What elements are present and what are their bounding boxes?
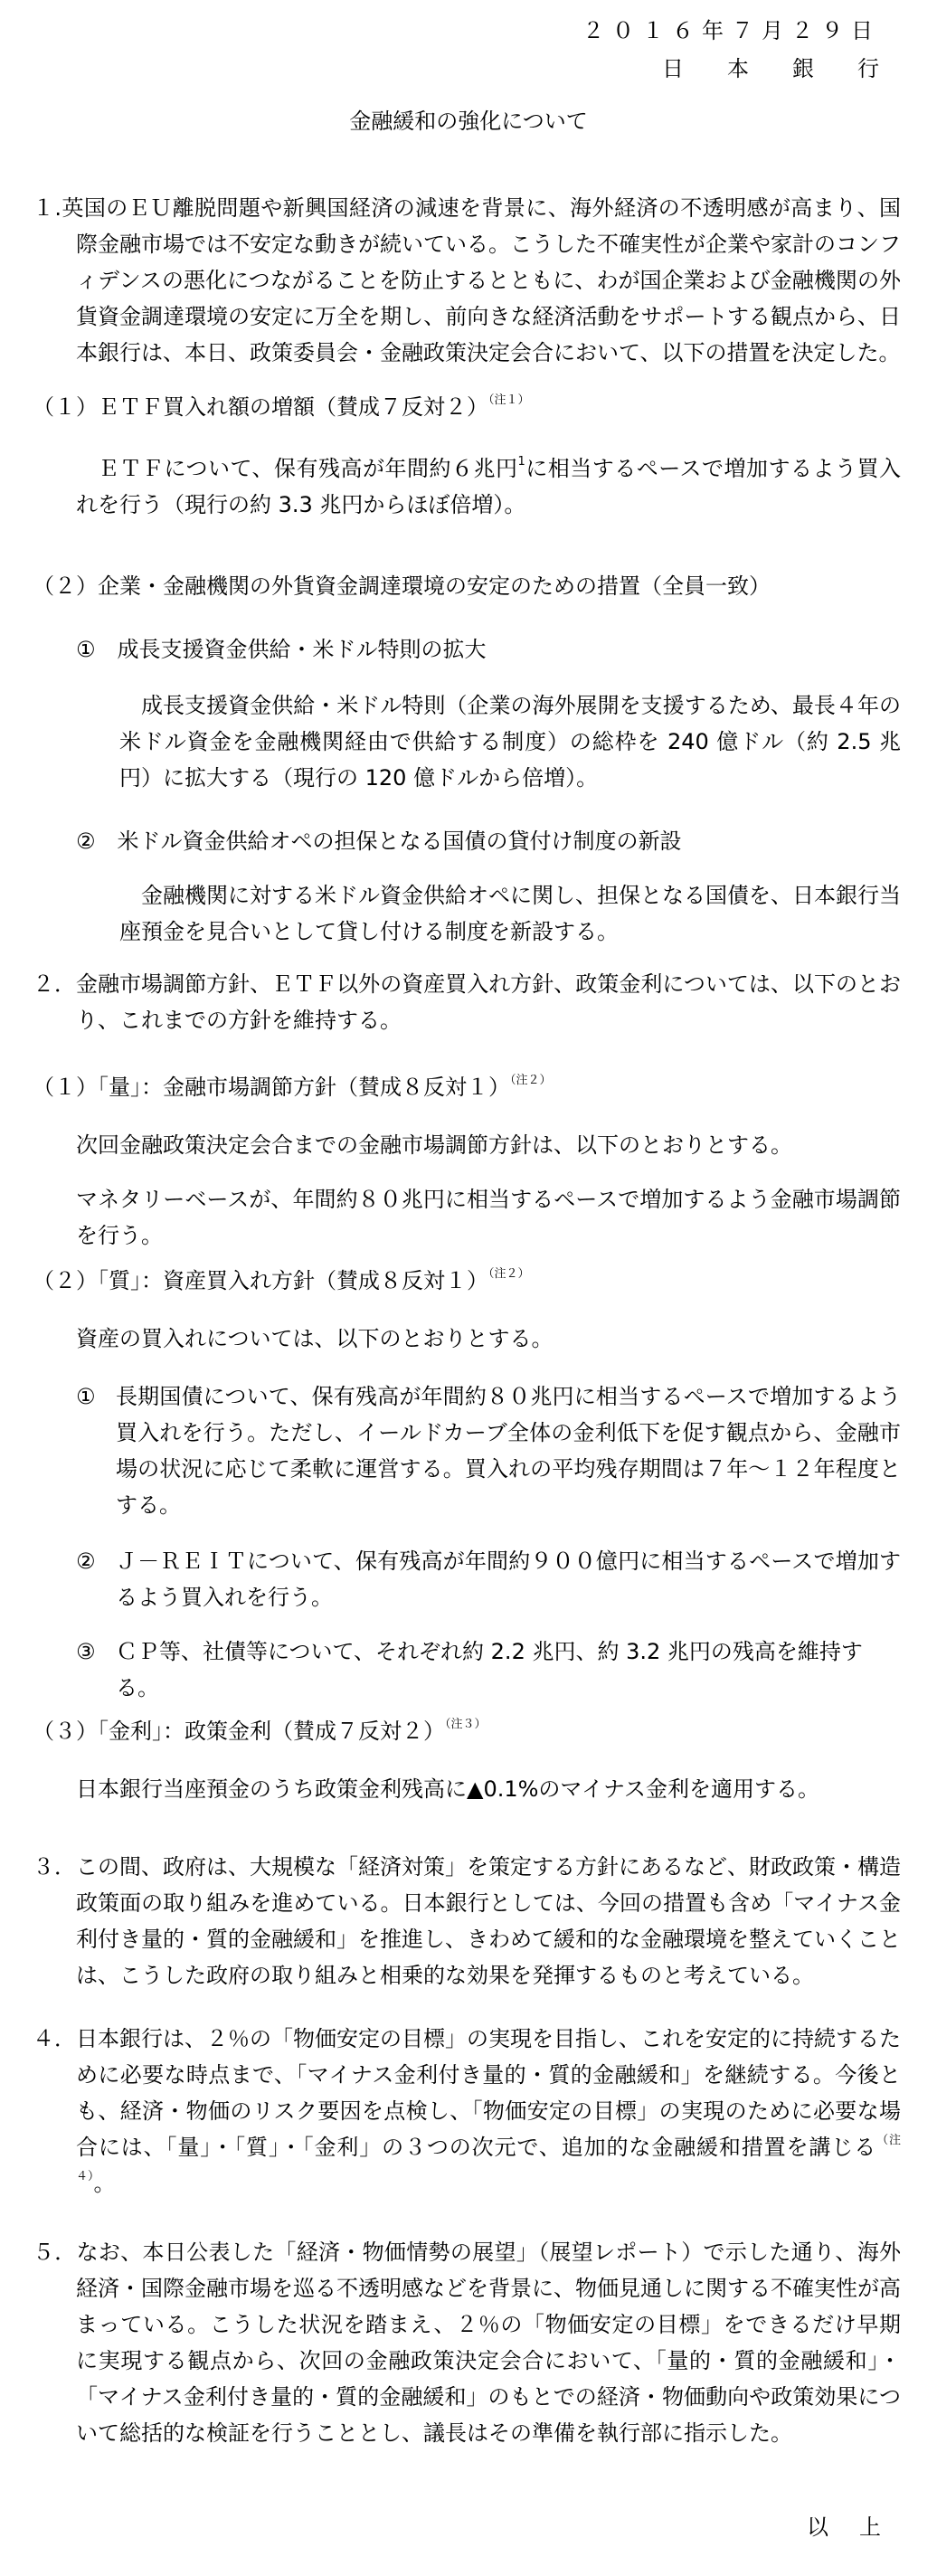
footnote-ref: （注２） [488, 1267, 530, 1281]
section-2-heading-3 [33, 1713, 901, 1749]
document-title: 金融緩和の強化について [349, 109, 588, 134]
heading-text: ② 米ドル資金供給オペの担保となる国債の貸付け制度の新設 [76, 829, 682, 854]
issuer-name [662, 51, 881, 87]
section-1-item-1-heading [76, 631, 901, 668]
issuer-char: 行 [857, 56, 881, 81]
footnote-ref: （注２） [510, 1074, 552, 1087]
section-4-tail: 。 [93, 2171, 116, 2196]
section-3 [33, 1849, 901, 1994]
section-2 [33, 966, 901, 1038]
section-1-heading-2 [33, 568, 901, 604]
body-text: 次回金融政策決定会合までの金融市場調節方針は、以下のとおりとする。 [76, 1132, 792, 1158]
section-3-text: ３．この間、政府は、大規模な「経済対策」を策定する方針にあるなど、財政政策・構造政策面の取り組みを進めている。日本銀行としては、今回の措置も含め「マイナス金利付き量的・質的金融緩和」を推進し、きわめて緩和的な金融環境を整えていくことは、こうした政府の取り組みと相乗的な効果を発揮するものと考えている。 [33, 1854, 901, 1988]
section-5 [33, 2234, 901, 2451]
heading-text: （２）企業・金融機関の外貨資金調達環境の安定のための措置（全員一致） [33, 573, 771, 599]
body-text: 資産の買入れについては、以下のとおりとする。 [76, 1326, 554, 1351]
section-1-heading-1 [33, 389, 901, 425]
document-date: ２０１６年７月２９日 [582, 18, 881, 43]
closing-mark [807, 2509, 881, 2545]
section-2-item-2 [116, 1543, 901, 1615]
body-text: 長期国債について、保有残高が年間約８０兆円に相当するペースで増加するよう買入れを行う。ただし、イールドカーブ全体の金利低下を促す観点から、金融市場の状況に応じて柔軟に運営する。買入れの平均残存期間は７年～１２年程度とする。 [116, 1384, 901, 1518]
body-text: 日本銀行当座預金のうち政策金利残高に▲0.1%のマイナス金利を適用する。 [76, 1776, 819, 1802]
section-2-item-1 [116, 1378, 901, 1523]
footnote-ref: （注１） [488, 393, 530, 407]
heading-text: （１）ＥＴＦ買入れ額の増額（賛成７反対２） [33, 394, 488, 420]
item-marker: ② [76, 1548, 96, 1574]
section-5-text: ５．なお、本日公表した「経済・物価情勢の展望」（展望レポート）で示した通り、海外経済・国際金融市場を巡る不透明感などを背景に、物価見通しに関する不確実性が高まっている。こうした状況を踏まえ、２％の「物価安定の目標」をできるだけ早期に実現する観点から、次回の金融政策決定会合において、「量的・質的金融緩和」・「マイナス金利付き量的・質的金融緩和」のもとでの経済・物価動向や政策効果について総括的な検証を行うこととし、議長はその準備を執行部に指示した。 [33, 2240, 901, 2446]
item-marker: ③ [76, 1639, 96, 1664]
heading-text: （１）「量」：金融市場調節方針（賛成８反対１） [33, 1075, 510, 1100]
section-2-heading-3-body [76, 1771, 901, 1807]
footnote-ref: （注４） [76, 2134, 901, 2183]
body-text: ＥＴＦについて、保有残高が年間約６兆円 [98, 456, 518, 481]
closing-char: 上 [859, 2514, 881, 2540]
section-2-text: ２．金融市場調節方針、ＥＴＦ以外の資産買入れ方針、政策金利については、以下のとおり、これまでの方針を維持する。 [33, 971, 901, 1033]
body-text: ＣＰ等、社債等について、それぞれ約 2.2 兆円、約 3.2 兆円の残高を維持する。 [116, 1639, 863, 1700]
section-1-text: １.英国のＥＵ離脱問題や新興国経済の減速を背景に、海外経済の不透明感が高まり、国際金融市場では不安定な動きが続いている。こうした不確実性が企業や家計のコンフィデンスの悪化につながることを防止するとともに、わが国企業および金融機関の外貨資金調達環境の安定に万全を期し、前向きな経済活動をサポートする観点から、日本銀行は、本日、政策委員会・金融政策決定会合において、以下の措置を決定した。 [33, 195, 901, 365]
body-text: 金融機関に対する米ドル資金供給オペに関し、担保となる国債を、日本銀行当座預金を見合いとして貸し付ける制度を新設する。 [119, 883, 901, 944]
body-text: 成長支援資金供給・米ドル特則（企業の海外展開を支援するため、最長４年の米ドル資金を金融機関経由で供給する制度）の総枠を 240 億ドル（約 2.5 兆円）に拡大する（現行の 120 億ドルから倍増）。 [119, 693, 901, 791]
issuer-char: 銀 [792, 56, 816, 81]
body-text: に相当するペースで増加するよう買入れを行う（現行の約 3.3 兆円からほぼ倍増）。 [76, 456, 901, 517]
section-1-heading-1-body [76, 450, 901, 523]
footnote-ref: 1 [517, 455, 525, 469]
body-text: Ｊ－ＲＥＩＴについて、保有残高が年間約９００億円に相当するペースで増加するよう買入れを行う。 [116, 1548, 901, 1610]
section-1-item-1-body [119, 687, 901, 796]
body-text: マネタリーベースが、年間約８０兆円に相当するペースで増加するよう金融市場調節を行う。 [76, 1187, 901, 1248]
footnote-ref: （注３） [445, 1718, 487, 1731]
heading-text: ① 成長支援資金供給・米ドル特則の拡大 [76, 637, 487, 662]
section-2-item-3 [116, 1634, 901, 1706]
section-2-heading-1-para-2 [76, 1181, 901, 1254]
heading-text: （３）「金利」：政策金利（賛成７反対２） [33, 1719, 445, 1744]
issuer-char: 本 [727, 56, 751, 81]
section-4-text: ４．日本銀行は、２％の「物価安定の目標」の実現を目指し、これを安定的に持続するために必要な時点まで、「マイナス金利付き量的・質的金融緩和」を継続する。今後とも、経済・物価のリスク要因を点検し、「物価安定の目標」の実現のために必要な場合には、「量」・「質」・「金利」の３つの次元で、追加的な金融緩和措置を講じる [33, 2026, 901, 2160]
section-2-heading-1 [33, 1069, 901, 1105]
closing-char: 以 [807, 2514, 828, 2540]
item-marker: ① [76, 1384, 96, 1409]
heading-text: （２）「質」：資産買入れ方針（賛成８反対１） [33, 1268, 488, 1293]
section-2-heading-2-intro [76, 1321, 901, 1357]
section-2-heading-1-para-1 [76, 1127, 901, 1163]
section-4 [33, 2021, 901, 2202]
section-1 [33, 190, 901, 371]
section-1-item-2-heading [76, 823, 901, 859]
section-2-heading-2 [33, 1263, 901, 1299]
issuer-char: 日 [662, 56, 686, 81]
section-1-item-2-body [119, 877, 901, 950]
